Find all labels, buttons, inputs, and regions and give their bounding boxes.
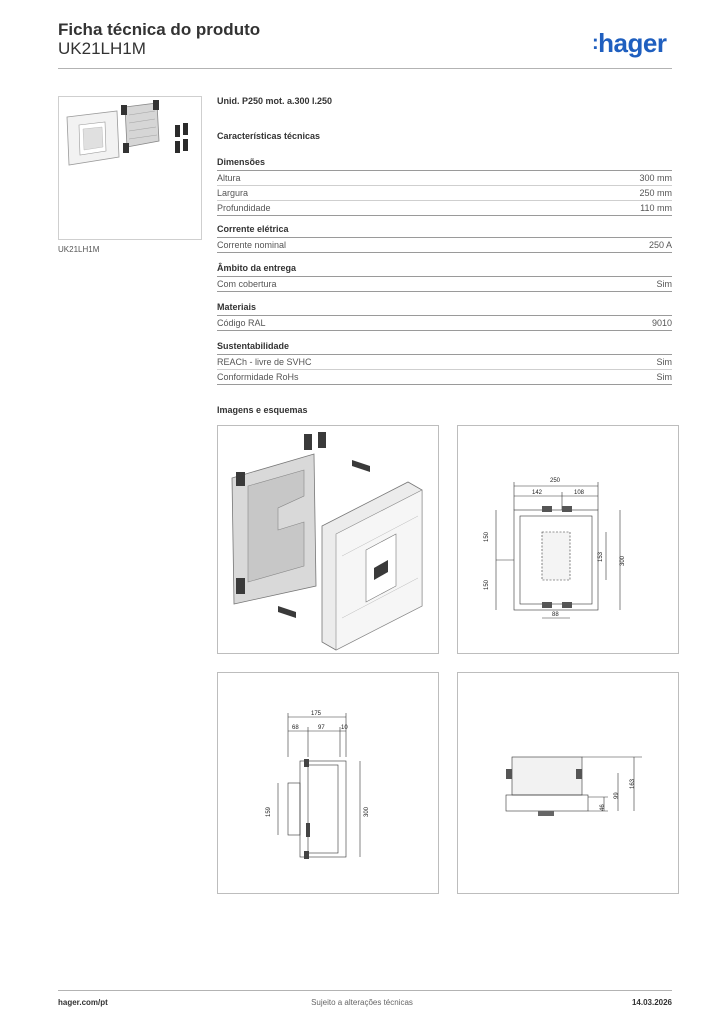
spec-row: Com cobertura Sim [217, 277, 672, 292]
spec-row: Altura 300 mm [217, 171, 672, 186]
dim-height-3: 163 [630, 778, 636, 789]
footer-date: 14.03.2026 [631, 998, 672, 1007]
spec-row: Largura 250 mm [217, 186, 672, 201]
spec-group-current [217, 224, 672, 253]
footer-website-link[interactable]: hager.com/pt [58, 998, 108, 1007]
spec-row: Código RAL 9010 [217, 316, 672, 331]
group-heading: Sustentabilidade [217, 341, 672, 355]
dim-depth-1: 68 [292, 725, 299, 731]
product-image [58, 96, 202, 240]
product-code: UK21LH1M [58, 39, 146, 58]
spec-group-materials [217, 302, 672, 331]
spec-group-sustainability [217, 341, 672, 385]
spec-group-dimensions [217, 157, 672, 216]
product-caption: UK21LH1M [58, 245, 100, 254]
dim-height-2: 99 [614, 792, 620, 799]
spec-row: Corrente nominal 250 A [217, 238, 672, 253]
dim-inner-height: 159 [266, 806, 272, 817]
dim-height-1: 46 [600, 804, 606, 811]
dim-overall-height-side: 300 [364, 806, 370, 817]
drawing-front-view [457, 425, 679, 654]
hager-logo[interactable]: :hager [592, 28, 667, 58]
spec-group-scope [217, 263, 672, 292]
drawing-side-view [217, 672, 439, 894]
dim-depth-3: 10 [341, 725, 348, 731]
section-title: Características técnicas [217, 131, 321, 141]
group-heading: Âmbito da entrega [217, 263, 672, 277]
group-heading: Dimensões [217, 157, 672, 171]
images-title: Imagens e esquemas [217, 405, 308, 415]
dim-right-part: 108 [574, 490, 585, 496]
drawing-top-view [457, 672, 679, 894]
group-heading: Materiais [217, 302, 672, 316]
header-divider [58, 68, 672, 69]
spec-row: REACh - livre de SVHC Sim [217, 355, 672, 370]
drawing-exploded-view [217, 425, 439, 654]
product-description: Unid. P250 mot. a.300 l.250 [217, 96, 333, 106]
dim-overall-height: 300 [620, 555, 626, 566]
logo-dots-icon: : [592, 32, 599, 54]
group-heading: Corrente elétrica [217, 224, 672, 238]
dim-opening-height: 153 [598, 551, 604, 562]
spec-row: Conformidade RoHs Sim [217, 370, 672, 385]
dim-upper-height: 150 [484, 531, 490, 542]
dim-bottom-width: 88 [552, 612, 559, 618]
dim-overall-depth: 175 [311, 711, 322, 717]
dim-lower-height: 150 [484, 579, 490, 590]
dim-depth-2: 97 [318, 725, 325, 731]
spec-row: Profundidade 110 mm [217, 201, 672, 216]
footer-divider [58, 990, 672, 991]
dim-overall-width: 250 [550, 478, 561, 484]
footer-note: Sujeito a alterações técnicas [311, 998, 413, 1007]
dim-left-part: 142 [532, 490, 543, 496]
page-title: Ficha técnica do produto [58, 20, 261, 39]
